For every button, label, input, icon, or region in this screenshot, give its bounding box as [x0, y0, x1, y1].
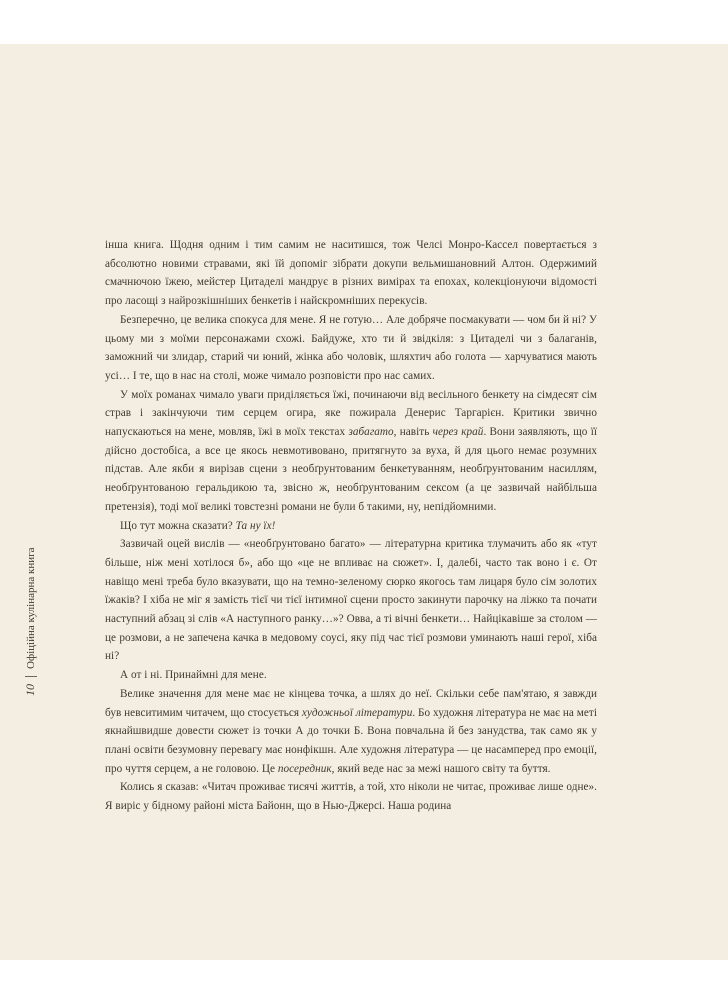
paragraph — [105, 517, 597, 536]
book-title: Офіційна кулінарна книга — [24, 547, 37, 669]
italic-text: посередник — [277, 762, 332, 775]
paragraph — [105, 311, 597, 386]
text-run: Безперечно, це велика спокуса для мене. Я не готую… Але добряче посмакувати — чом би й ні? У цьому ми з моїми персонажами схожі. Байдуже, хто ти й звідкіля: з Цитаделі чи з балаганів, заможний чи злидар, старий чи юний, жінка або чоловік, шляхтич або голота — харчуватися мають усі… І те, що в нас на столі, може чимало розповісти про нас самих. — [105, 313, 597, 382]
text-run: Зазвичай оцей вислів — «необґрунтовано багато» — літературна критика тлумачить або як «тут більше, ніж мені хотілося б», або що «це не впливає на сюжет». І, далебі, часто так воно і є. От навіщо мені треба було вказувати, що на темно-зеленому сюрко якогось там лицаря було сім золотих їжаків? І хіба не міг я замість тієї чи тієї інтимної сцени просто закинути парочку на ліжко та почати наступний абзац зі слів «А наступного ранку…»? Овва, а ті вічні бенкети… Найцікавіше за столом — це розмови, а не запечена качка в медовому соусі, яку під час тієї розмови уминають наші герої, хіба ні? — [105, 538, 597, 663]
text-run: . Бо художня література не має на меті якнайшвидше довести сюжет із точки А до точки Б. Вона повчальна й без занудства, так само як у плані освіти безумовну перевагу має нонфікшн. Але художня література — це насамперед про емоції, про чуття серцем, а не головою. Це — [105, 706, 598, 775]
text-run: , який веде нас за межі нашого світу та буття. — [331, 762, 551, 775]
text-run: Колись я сказав: «Читач проживає тисячі життів, а той, хто ніколи не читає, проживає лише одне». Я виріс у бідному районі міста Байонн, що в Нью-Джерсі. Наша родина — [105, 781, 597, 813]
italic-text: через край — [432, 426, 484, 439]
text-run: А от і ні. Принаймні для мене. — [120, 669, 267, 682]
italic-text: забагато — [348, 426, 394, 439]
text-run: інша книга. Щодня одним і тим самим не наситишся, тож Челсі Монро-Кассел повертається з абсолютно новими стравами, які їй допоміг зібрати докупи вельмишановний Алтон. Одержимий смачнючою їжею, мейстер Цитаделі мандрує в різних вимірах та епохах, колекціонуючи відомості про ласощі з найрозкішніших бенкетів і найскромніших перекусів. — [105, 239, 597, 308]
page-number: 10 — [23, 684, 37, 696]
paragraph — [105, 236, 597, 311]
text-run: У моїх романах чимало уваги приділяється їжі, починаючи від весільного бенкету на сімдесят сім страв і закінчуючи тим серцем огира, яке пожирала Денерис Таргарієн. Критики звично напускаються на мене, мовляв, їжі в моїх текстах — [105, 388, 597, 439]
body-text — [105, 236, 597, 816]
text-run: , навіть — [393, 426, 433, 439]
paragraph — [105, 685, 597, 779]
text-run: Що тут можна сказати? — [120, 519, 236, 532]
running-head — [23, 547, 38, 696]
text-run: Велике значення для мене має не кінцева точка, а шлях до неї. Скільки себе пам'ятаю, я завжди був невситимим читачем, що стосується — [105, 687, 597, 719]
paragraph — [105, 666, 597, 685]
paragraph — [105, 535, 597, 666]
paragraph — [105, 386, 597, 517]
running-head-divider — [25, 676, 37, 677]
text-run: . Вони заявляють, що її дійсно достобіса, а все це якось невмотивовано, притягнуто за вуха, й для цього немає розумних підстав. Але якби я вирізав сцени з необґрунтованим бенкетуванням, необґрунтованим насиллям, необґрунтованою геральдикою та, звісно ж, необґрунтованим сексом (а це зазвичай найбільша претензія), тоді мої великі товстезні романи не були б такими, ну, непідйомними. — [105, 426, 598, 513]
italic-text: художньої літератури — [301, 706, 413, 719]
italic-text: Та ну їх! — [235, 519, 276, 532]
paragraph — [105, 778, 597, 815]
book-page — [0, 44, 728, 960]
